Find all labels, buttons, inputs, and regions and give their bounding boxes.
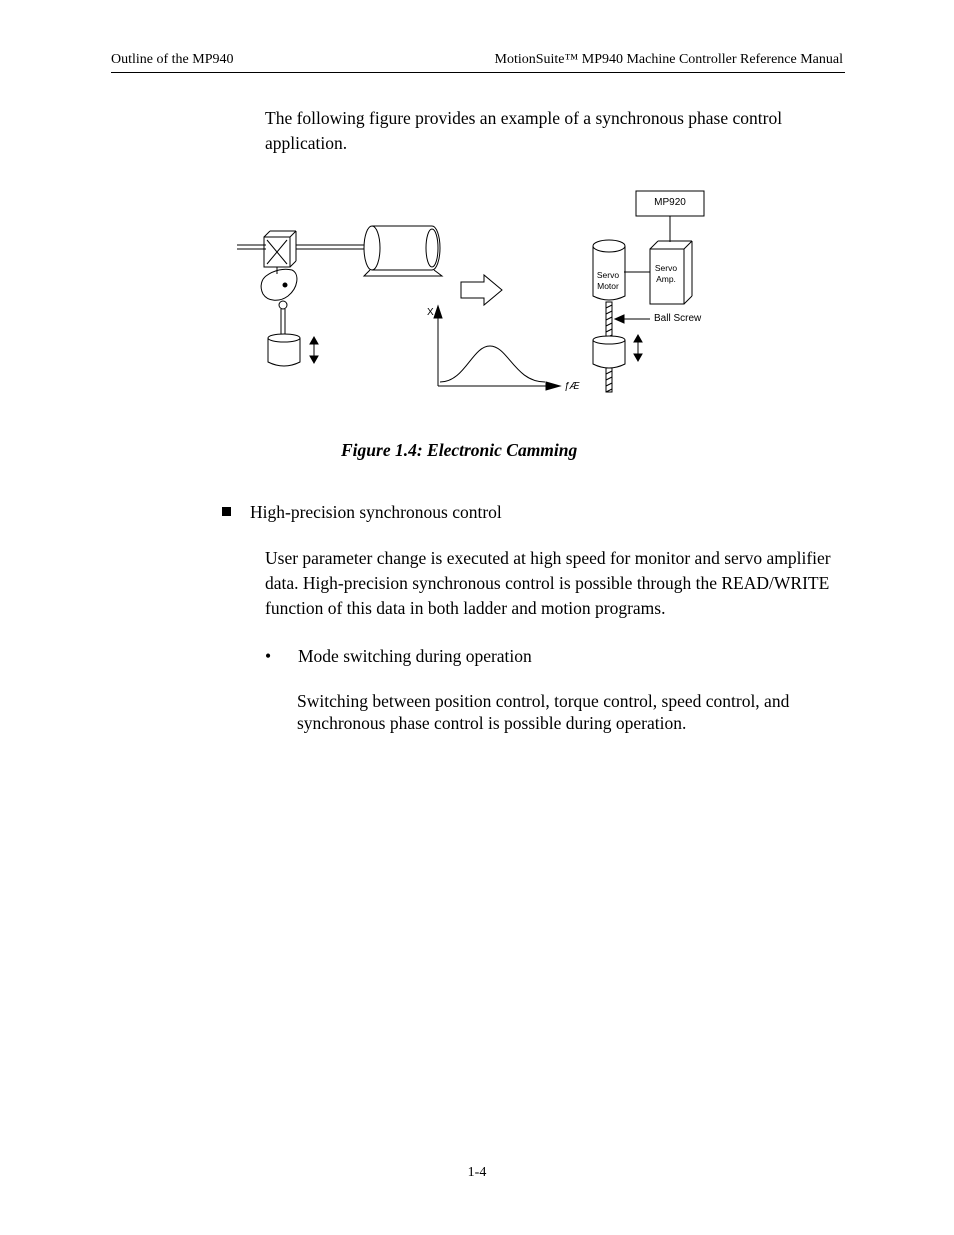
updown-arrow-right-icon [634,335,642,361]
y-axis-label: X [427,307,434,318]
page-number: 1-4 [467,1165,487,1180]
cam-icon [261,269,297,300]
gearbox-icon [264,231,296,267]
header-rule [111,72,845,73]
header-manual-title: MotionSuite™ MP940 Machine Controller Reference Manual [494,52,843,67]
section-paragraph: User parameter change is executed at high speed for monitor and servo amplifier data. High-precision synchronous control is possible through the READ/WRITE function of this data in both ladder and motion programs. [265,548,831,618]
mp920-label: MP920 [654,197,686,208]
motor-icon [364,226,442,276]
load-left-icon [268,334,300,366]
subsection-paragraph: Switching between position control, torque control, speed control, and synchronous phase control is possible during operation. [297,691,790,733]
section-title: High-precision synchronous control [250,502,502,522]
servo-motor-label-line1: Servo [596,270,620,280]
servo-motor-label-line2: Motor [597,281,619,291]
cam-curve [440,346,545,382]
bullet-icon: • [265,646,272,666]
subsection-title: Mode switching during operation [298,646,532,666]
electronic-camming-figure [230,180,730,400]
servo-amp-label-line2: Amp. [656,274,676,284]
figure-caption: Figure 1.4: Electronic Camming [341,440,578,460]
intro-paragraph: The following figure provides an example of a synchronous phase control application. [265,108,783,153]
figure-drawing [230,180,730,400]
square-bullet-icon [222,507,231,516]
cam-profile-chart [434,306,560,390]
ball-screw-icon [606,302,612,392]
servo-amp-label-line1: Servo [654,263,678,273]
load-right-icon [593,336,625,368]
transform-arrow-icon [461,275,502,305]
updown-arrow-left-icon [310,337,318,363]
x-axis-label: ƒÆ [564,381,580,392]
header-section-title: Outline of the MP940 [111,52,234,67]
ball-screw-label: Ball Screw [654,313,702,324]
